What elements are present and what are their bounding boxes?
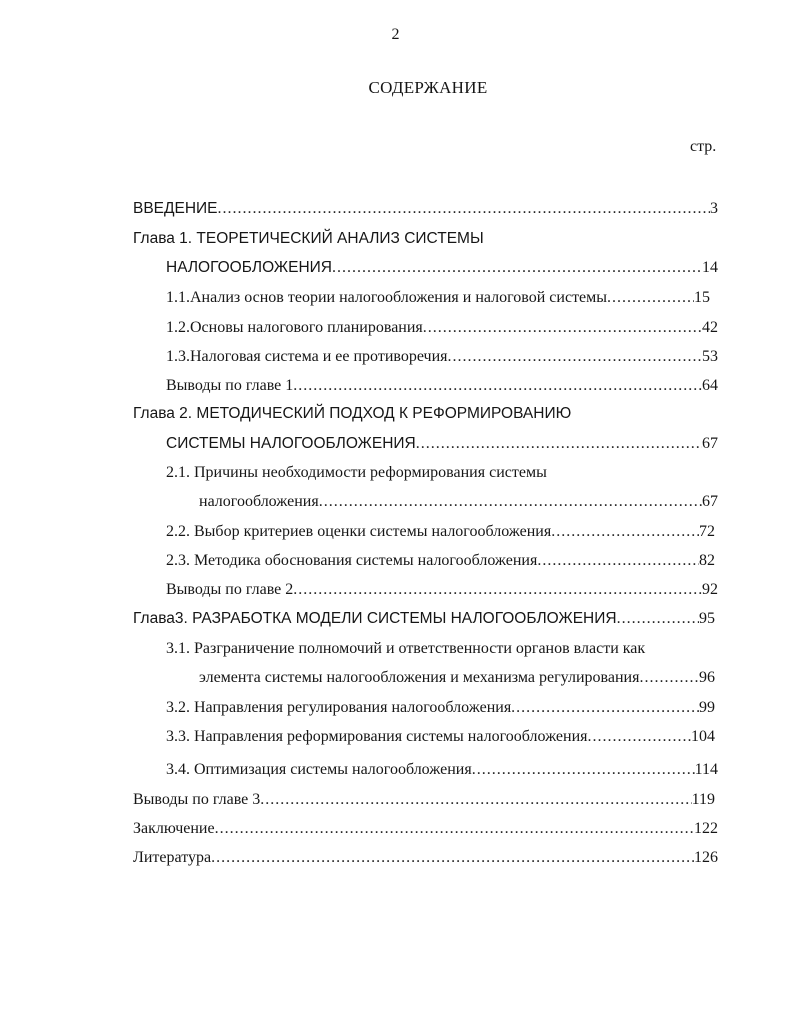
toc-entry-label: Выводы по главе 2 [166,581,294,598]
toc-entry-page: 122 [694,820,718,837]
dot-leader [551,519,699,545]
toc-chapter-1-heading[interactable]: Глава 1. ТЕОРЕТИЧЕСКИЙ АНАЛИЗ СИСТЕМЫ [133,230,484,247]
dot-leader [617,606,699,632]
toc-entry-page: 119 [691,791,715,808]
toc-entry-page: 15 [694,289,710,306]
toc-section-2-1-line-1[interactable]: 2.1. Причины необходимости реформирования системы [166,464,547,481]
dot-leader [319,489,702,515]
dot-leader [211,845,694,871]
toc-entry-label: 3.2. Направления регулирования налогообложения [166,699,512,716]
toc-entry-label: Заключение [133,820,215,837]
toc-section-3-3[interactable] [166,724,715,750]
toc-section-1-1[interactable] [166,285,710,311]
toc-entry-introduction[interactable] [133,196,718,222]
toc-entry-page: 126 [694,849,718,866]
toc-entry-label: СИСТЕМЫ НАЛОГООБЛОЖЕНИЯ [166,435,416,452]
toc-entry-label: 3.4. Оптимизация системы налогообложения [166,761,472,778]
toc-entry-page: 67 [702,435,718,452]
toc-section-2-3[interactable] [166,548,715,574]
dot-leader [588,724,691,750]
dot-leader [511,695,699,721]
toc-entry-label: 2.3. Методика обоснования системы налогообложения [166,552,538,569]
toc-entry-page: 64 [702,377,718,394]
toc-chapter-2-heading[interactable]: Глава 2. МЕТОДИЧЕСКИЙ ПОДХОД К РЕФОРМИРОВАНИЮ [133,405,572,422]
toc-entry-page: 3 [710,200,718,217]
dot-leader [639,665,699,691]
dot-leader [448,344,702,370]
toc-entry-label: ВВЕДЕНИЕ [133,200,218,217]
dot-leader [537,548,699,574]
toc-entry-page: 42 [702,319,718,336]
toc-entry-page: 114 [694,761,718,778]
toc-entry-label: 3.3. Направления реформирования системы налогообложения [166,728,588,745]
dot-leader [260,787,691,813]
dot-leader [218,196,710,222]
page-title: СОДЕРЖАНИЕ [368,78,488,97]
dot-leader [423,315,702,341]
toc-conclusions-1[interactable] [166,373,718,399]
toc-chapter-2[interactable] [166,431,718,457]
dot-leader [215,816,694,842]
toc-section-1-2[interactable] [166,315,718,341]
toc-section-1-3[interactable] [166,344,718,370]
dot-leader [332,255,702,281]
toc-entry-page: 99 [699,699,715,716]
toc-entry-label: элемента системы налогообложения и механизма регулирования [199,669,640,686]
toc-entry-page: 104 [691,728,715,745]
toc-entry-label: НАЛОГООБЛОЖЕНИЯ [166,259,332,276]
toc-entry-page: 92 [702,581,718,598]
toc-conclusion[interactable] [133,816,718,842]
toc-entry-page: 53 [702,348,718,365]
toc-conclusions-3[interactable] [133,787,715,813]
dot-leader [293,373,702,399]
toc-entry-page: 96 [699,669,715,686]
toc-entry-page: 67 [702,493,718,510]
toc-entry-label: Литература [133,849,212,866]
toc-entry-label: 1.1.Анализ основ теории налогообложения и налоговой системы [166,289,608,306]
page-number: 2 [391,26,400,43]
toc-entry-label: 1.3.Налоговая система и ее противоречия [166,348,448,365]
dot-leader [293,577,702,603]
toc-section-3-1-line-1[interactable]: 3.1. Разграничение полномочий и ответственности органов власти как [166,640,646,657]
dot-leader [416,431,702,457]
toc-section-3-2[interactable] [166,695,715,721]
toc-chapter-3[interactable] [133,606,715,632]
page-column-label: стр. [690,138,717,155]
toc-entry-label: Выводы по главе 1 [166,377,294,394]
toc-section-3-4[interactable] [166,757,718,783]
toc-chapter-1[interactable] [166,255,718,281]
toc-section-2-1[interactable] [199,489,718,515]
toc-entry-page: 72 [699,523,715,540]
toc-section-3-1[interactable] [199,665,715,691]
toc-conclusions-2[interactable] [166,577,718,603]
toc-entry-label: 1.2.Основы налогового планирования [166,319,423,336]
toc-section-2-2[interactable] [166,519,715,545]
dot-leader [472,757,695,783]
dot-leader [607,285,694,311]
toc-entry-label: Глава3. РАЗРАБОТКА МОДЕЛИ СИСТЕМЫ НАЛОГООБЛОЖЕНИЯ [133,610,617,627]
toc-references[interactable] [133,845,718,871]
toc-entry-label: Выводы по главе 3 [133,791,261,808]
toc-entry-page: 82 [699,552,715,569]
toc-entry-page: 95 [699,610,715,627]
toc-entry-label: 2.2. Выбор критериев оценки системы налогообложения [166,523,552,540]
toc-entry-page: 14 [702,259,718,276]
toc-entry-label: налогообложения [199,493,319,510]
